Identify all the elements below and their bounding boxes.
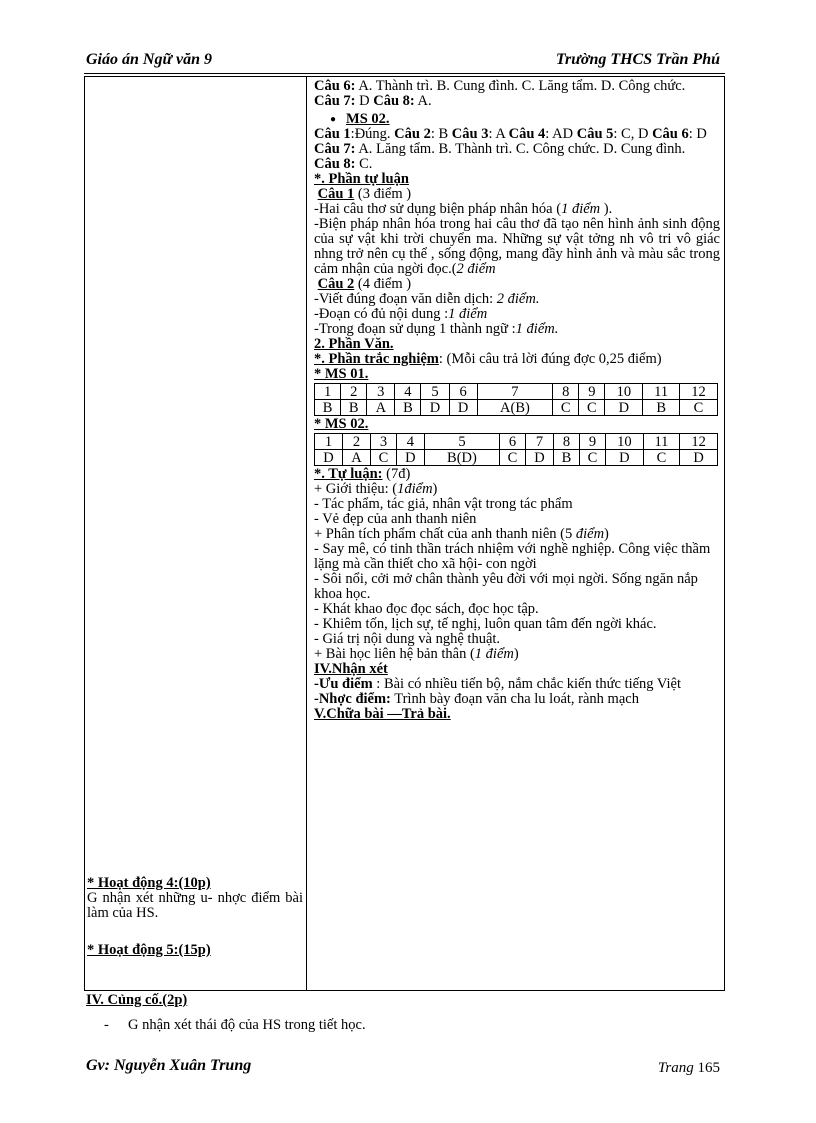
right-table2-row-cell: A	[342, 450, 370, 466]
activity-4-title: * Hoạt động 4:(10p)	[87, 875, 211, 891]
essay-q2-line3: -Trong đoạn sử dụng 1 thành ngữ :1 điểm.	[314, 321, 559, 337]
right-table1-row-cell: C	[579, 400, 605, 416]
right-table2-row-cell: D	[315, 450, 343, 466]
ms01-q7-q8: Câu 7: D Câu 8: A.	[314, 93, 432, 109]
right-table2-row-cell: B(D)	[424, 450, 499, 466]
right-table1-head-cell: 3	[367, 384, 395, 400]
correction-heading: V.Chữa bài —Trả bài.	[314, 706, 451, 722]
ms02-heading: ● MS 02.	[314, 112, 720, 127]
right-table1-head-cell: 6	[449, 384, 477, 400]
consolidation-item: - G nhận xét thái độ của HS trong tiết học.	[104, 1017, 366, 1033]
essay-q1-line2: -Biện pháp nhân hóa trong hai câu thơ đã tạo nên hình ảnh sinh động của sự vật khi trời chuyển ma. Những sự vật tởng nh vô tri vô giác nhng trở nên cụ thể , sống động, mang đầy hình ảnh và màu sắc trong cảm nhận của ngời đọc.(2 điểm	[314, 216, 720, 277]
right-table1-head-cell: 11	[643, 384, 680, 400]
ms02-table-title: * MS 02.	[314, 416, 369, 432]
right-table1-head-cell: 5	[421, 384, 449, 400]
essay-item-8: - Khiêm tốn, lịch sự, tế nghị, luôn quan tâm đến ngời khác.	[314, 616, 657, 632]
right-table1-row-cell: C	[553, 400, 579, 416]
essay-item-10: + Bài học liên hệ bản thân (1 điểm)	[314, 646, 519, 662]
right-table1-row-cell: B	[341, 400, 367, 416]
ms01-q6: Câu 6: A. Thành trì. B. Cung đình. C. Lăng tẩm. D. Công chức.	[314, 78, 686, 94]
content-column	[314, 79, 720, 722]
activity-4-text: G nhận xét những u- nhợc điểm bài làm của HS.	[87, 890, 303, 921]
ms02-answer-table	[314, 433, 718, 466]
essay-q2-line1: -Viết đúng đoạn văn diễn dịch: 2 điểm.	[314, 291, 540, 307]
right-table1-row-cell: A	[367, 400, 395, 416]
ms02-q8: Câu 8: C.	[314, 156, 373, 172]
right-table2-row-cell: C	[370, 450, 396, 466]
essay-item-2: - Tác phẩm, tác giả, nhân vật trong tác phẩm	[314, 496, 573, 512]
review-heading: IV.Nhận xét	[314, 661, 388, 677]
right-table2-head-cell: 3	[370, 434, 396, 450]
right-table1-row-cell: B	[395, 400, 421, 416]
right-table1-head-cell: 1	[315, 384, 341, 400]
right-table2-head-cell: 7	[525, 434, 553, 450]
essay-q1-heading: Câu 1 (3 điểm )	[317, 186, 412, 202]
right-table1-row-cell: D	[605, 400, 643, 416]
right-table1-row-cell: D	[421, 400, 449, 416]
essay-q1-line1: -Hai câu thơ sử dụng biện pháp nhân hóa (1 điểm ).	[314, 201, 613, 217]
ms01-answer-table	[314, 383, 718, 416]
column-divider	[306, 76, 307, 991]
essay-q2-line2: -Đoạn có đủ nội dung :1 điểm	[314, 306, 488, 322]
consolidation-heading: IV. Củng cố.(2p)	[86, 992, 188, 1008]
essay-item-6: - Sôi nổi, cởi mở chân thành yêu đời với mọi ngời. Sống ngăn nắp khoa học.	[314, 571, 698, 602]
right-table1-row-cell: B	[643, 400, 680, 416]
right-table2-row-cell: D	[680, 450, 718, 466]
footer-page: Trang 165	[657, 1060, 720, 1076]
essay-item-9: - Giá trị nội dung và nghệ thuật.	[314, 631, 501, 647]
right-table2-head-cell: 5	[424, 434, 499, 450]
right-table1-head-cell: 2	[341, 384, 367, 400]
right-table2-row-cell: D	[396, 450, 424, 466]
activity-column	[87, 876, 303, 958]
essay-item-1: + Giới thiệu: (1điểm)	[314, 481, 438, 497]
right-table2-row-cell: D	[525, 450, 553, 466]
right-table2-row-cell: C	[579, 450, 605, 466]
right-table2-head-cell: 8	[553, 434, 579, 450]
right-table1-head-cell: 8	[553, 384, 579, 400]
header-subject: Giáo án Ngữ văn 9	[86, 51, 213, 68]
essay-item-5: - Say mê, có tinh thần trách nhiệm với nghề nghiệp. Công việc thầm lặng mà cần thiết cho xã hội- con ngời	[314, 541, 711, 572]
weaknesses: -Nhợc điểm: Trình bày đoạn văn cha lu loát, rành mạch	[314, 691, 639, 707]
right-table2-head-cell: 6	[499, 434, 525, 450]
right-table2-head-cell: 10	[605, 434, 643, 450]
ms02-answers: Câu 1:Đúng. Câu 2: B Câu 3: A Câu 4: AD Câu 5: C, D Câu 6: D	[314, 126, 707, 142]
right-table1-row-cell: B	[315, 400, 341, 416]
right-table1-row-cell: D	[449, 400, 477, 416]
footer-teacher: Gv: Nguyễn Xuân Trung	[86, 1057, 252, 1074]
header-rule	[84, 73, 725, 74]
right-table1-head-cell: 10	[605, 384, 643, 400]
right-table2-row-cell: B	[553, 450, 579, 466]
right-table2-head-cell: 1	[315, 434, 343, 450]
essay-item-7: - Khát khao đọc đọc sách, đọc học tập.	[314, 601, 539, 617]
ms01-table-title: * MS 01.	[314, 366, 369, 382]
essay-item-4: + Phân tích phẩm chất của anh thanh niên (5 điểm)	[314, 526, 609, 542]
right-table1-head-cell: 4	[395, 384, 421, 400]
essay-item-3: - Vẻ đẹp của anh thanh niên	[314, 511, 477, 527]
right-table2-head-cell: 11	[643, 434, 679, 450]
literature-heading: 2. Phần Văn.	[314, 336, 394, 352]
activity-5-title: * Hoạt động 5:(15p)	[87, 942, 211, 958]
essay-q2-heading: Câu 2 (4 điểm )	[317, 276, 412, 292]
right-table2-head-cell: 4	[396, 434, 424, 450]
right-table2-head-cell: 9	[579, 434, 605, 450]
right-table1-head-cell: 12	[679, 384, 717, 400]
header-school: Trường THCS Trần Phú	[555, 51, 720, 68]
strengths: -Ưu điểm : Bài có nhiều tiến bộ, nắm chắc kiến thức tiếng Việt	[314, 676, 681, 692]
mcq-heading: *. Phần trắc nghiệm: (Mỗi câu trả lời đúng đợc 0,25 điểm)	[314, 351, 662, 367]
essay-heading: *. Phần tự luận	[314, 171, 409, 187]
right-table1-head-cell: 9	[579, 384, 605, 400]
right-table2-head-cell: 2	[342, 434, 370, 450]
right-table1-row-cell: A(B)	[477, 400, 552, 416]
right-table2-row-cell: C	[499, 450, 525, 466]
essay-part-heading: *. Tự luận: (7đ)	[314, 466, 411, 482]
right-table2-row-cell: C	[643, 450, 679, 466]
right-table2-row-cell: D	[605, 450, 643, 466]
right-table1-row-cell: C	[679, 400, 717, 416]
right-table2-head-cell: 12	[680, 434, 718, 450]
right-table1-head-cell: 7	[477, 384, 552, 400]
ms02-q7: Câu 7: A. Lăng tẩm. B. Thành trì. C. Công chức. D. Cung đình.	[314, 141, 686, 157]
